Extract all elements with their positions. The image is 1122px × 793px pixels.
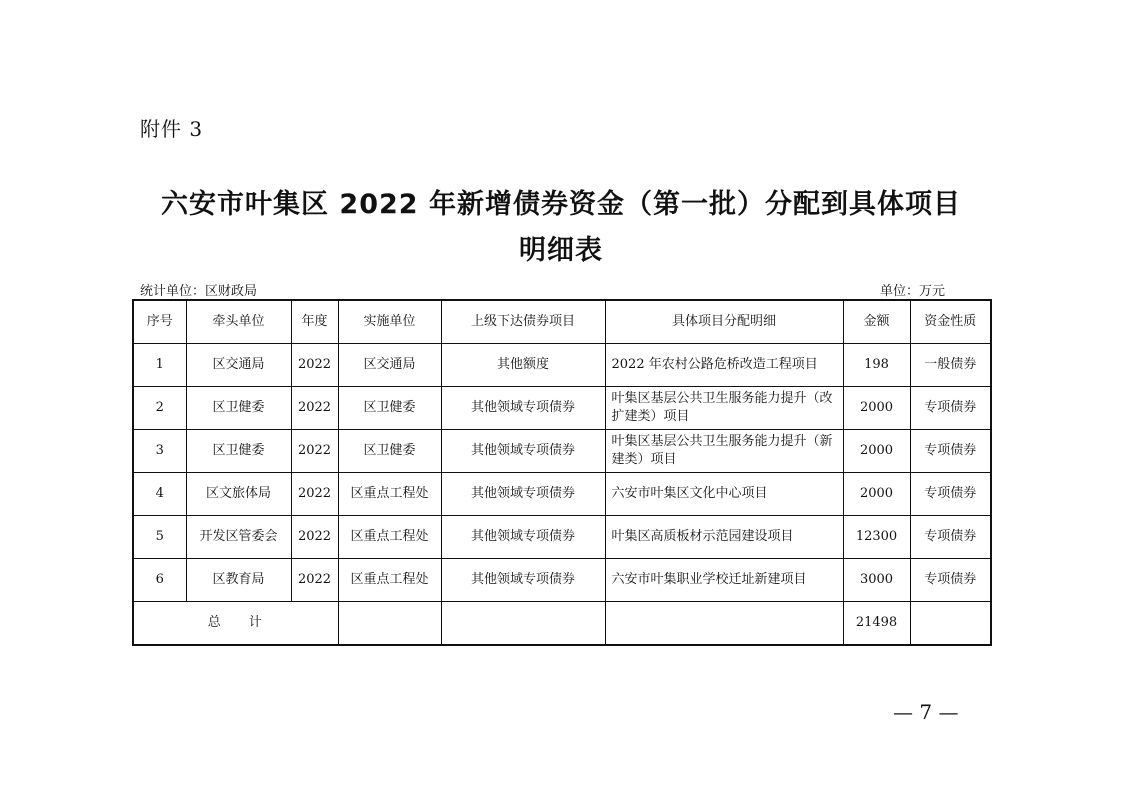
table-header-row <box>133 300 991 344</box>
table-row <box>133 430 991 473</box>
header-cell: 序号 <box>133 300 186 344</box>
fund-nature: 专项债券 <box>910 559 991 602</box>
year: 2022 <box>291 430 338 473</box>
stat-unit-label: 统计单位：区财政局 <box>140 284 258 299</box>
bond-project: 其他领域专项债券 <box>441 559 605 602</box>
empty-cell <box>910 602 991 646</box>
total-amount: 21498 <box>843 602 910 646</box>
row-number: 2 <box>133 387 186 430</box>
header-cell: 资金性质 <box>910 300 991 344</box>
header-cell: 实施单位 <box>338 300 441 344</box>
year: 2022 <box>291 473 338 516</box>
fund-nature: 专项债券 <box>910 473 991 516</box>
header-cell: 金额 <box>843 300 910 344</box>
table-row <box>133 344 991 387</box>
amount: 12300 <box>843 516 910 559</box>
year: 2022 <box>291 344 338 387</box>
amount: 2000 <box>843 473 910 516</box>
amount: 2000 <box>843 430 910 473</box>
total-label: 总计 <box>133 602 338 646</box>
project-detail: 叶集区高质板材示范园建设项目 <box>605 516 843 559</box>
table-row <box>133 473 991 516</box>
unit-label: 单位：万元 <box>880 284 946 299</box>
lead-unit: 开发区管委会 <box>186 516 291 559</box>
allocation-table <box>132 299 992 646</box>
header-cell: 牵头单位 <box>186 300 291 344</box>
project-detail: 2022 年农村公路危桥改造工程项目 <box>605 344 843 387</box>
year: 2022 <box>291 516 338 559</box>
lead-unit: 区卫健委 <box>186 430 291 473</box>
year: 2022 <box>291 559 338 602</box>
implementing-unit: 区卫健委 <box>338 430 441 473</box>
table-row <box>133 516 991 559</box>
bond-project: 其他领域专项债券 <box>441 516 605 559</box>
empty-cell <box>441 602 605 646</box>
table-row <box>133 387 991 430</box>
project-detail: 叶集区基层公共卫生服务能力提升（新建类）项目 <box>605 430 843 473</box>
project-detail: 叶集区基层公共卫生服务能力提升（改扩建类）项目 <box>605 387 843 430</box>
lead-unit: 区文旅体局 <box>186 473 291 516</box>
header-cell: 上级下达债券项目 <box>441 300 605 344</box>
document-title: 六安市叶集区 2022 年新增债券资金（第一批）分配到具体项目 <box>161 189 961 220</box>
implementing-unit: 区重点工程处 <box>338 516 441 559</box>
project-detail: 六安市叶集区文化中心项目 <box>605 473 843 516</box>
amount: 2000 <box>843 387 910 430</box>
lead-unit: 区交通局 <box>186 344 291 387</box>
bond-project: 其他额度 <box>441 344 605 387</box>
implementing-unit: 区重点工程处 <box>338 473 441 516</box>
lead-unit: 区卫健委 <box>186 387 291 430</box>
project-detail: 六安市叶集职业学校迁址新建项目 <box>605 559 843 602</box>
table-row <box>133 559 991 602</box>
row-number: 1 <box>133 344 186 387</box>
fund-nature: 一般债券 <box>910 344 991 387</box>
fund-nature: 专项债券 <box>910 430 991 473</box>
total-row <box>133 602 991 646</box>
implementing-unit: 区卫健委 <box>338 387 441 430</box>
year: 2022 <box>291 387 338 430</box>
fund-nature: 专项债券 <box>910 516 991 559</box>
document-title-line2: 明细表 <box>519 235 603 266</box>
row-number: 3 <box>133 430 186 473</box>
row-number: 5 <box>133 516 186 559</box>
header-cell: 年度 <box>291 300 338 344</box>
bond-project: 其他领域专项债券 <box>441 430 605 473</box>
attachment-label: 附件 3 <box>140 117 204 141</box>
lead-unit: 区教育局 <box>186 559 291 602</box>
bond-project: 其他领域专项债券 <box>441 387 605 430</box>
bond-project: 其他领域专项债券 <box>441 473 605 516</box>
implementing-unit: 区交通局 <box>338 344 441 387</box>
page-number: — 7 — <box>893 700 959 724</box>
fund-nature: 专项债券 <box>910 387 991 430</box>
amount: 3000 <box>843 559 910 602</box>
implementing-unit: 区重点工程处 <box>338 559 441 602</box>
header-cell: 具体项目分配明细 <box>605 300 843 344</box>
amount: 198 <box>843 344 910 387</box>
empty-cell <box>605 602 843 646</box>
row-number: 6 <box>133 559 186 602</box>
row-number: 4 <box>133 473 186 516</box>
empty-cell <box>338 602 441 646</box>
